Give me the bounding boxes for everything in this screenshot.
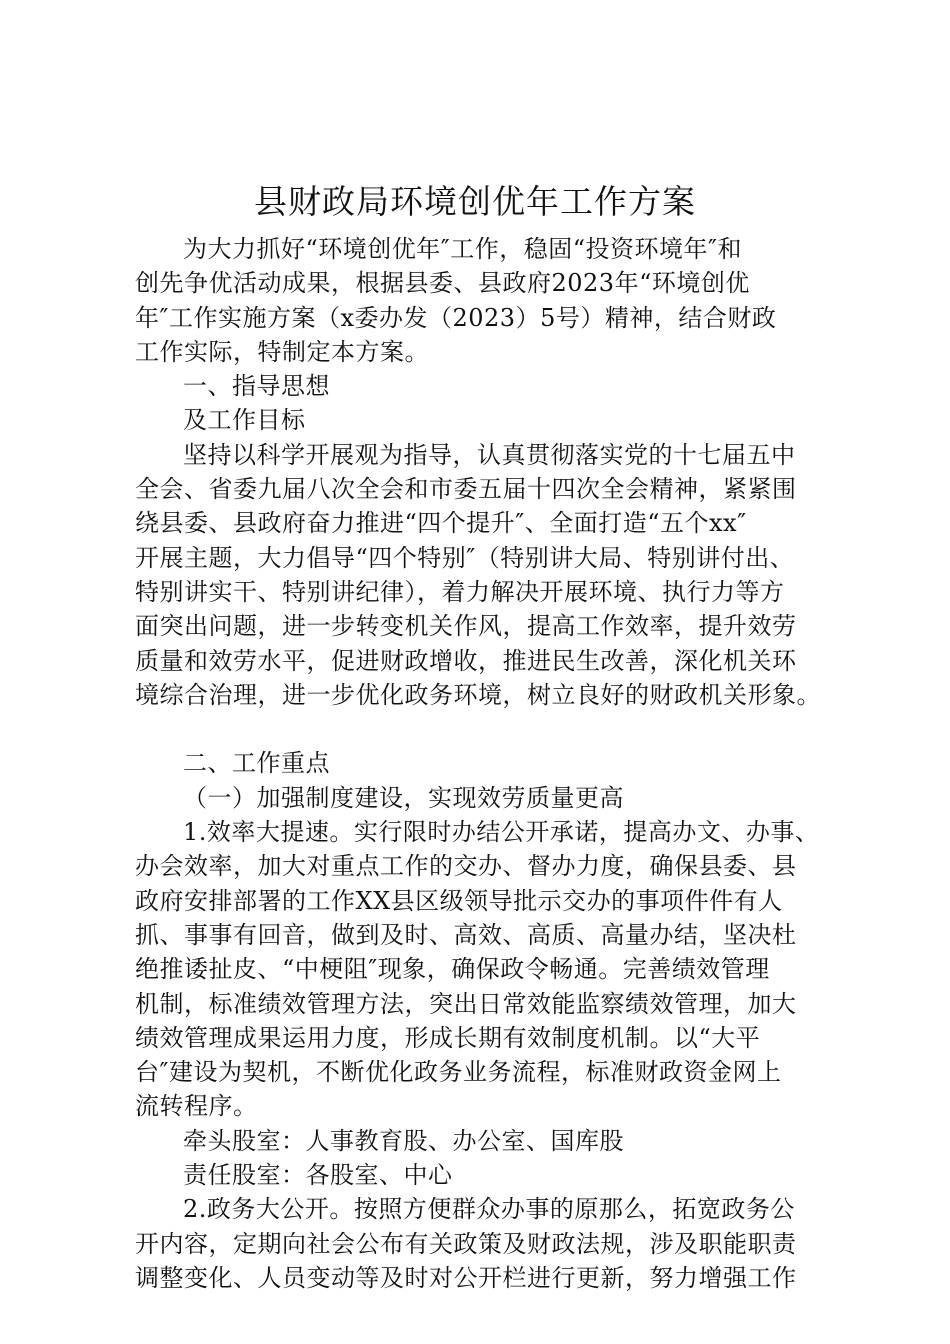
text-line: 台″建设为契机，不断优化政务业务流程，标准财政资金网上 — [135, 1058, 782, 1087]
text-line: 机制，标准绩效管理方法，突出日常效能监察绩效管理，加大 — [135, 989, 797, 1018]
text-line: 政府安排部署的工作XX县区级领导批示交办的事项件件有人 — [135, 886, 783, 915]
text-line: 绝推诿扯皮、“中梗阻″现象，确保政令畅通。完善绩效管理 — [135, 955, 770, 984]
text-line: 全会、省委九届八次全会和市委五届十四次全会精神，紧紧围 — [135, 475, 797, 504]
blank-line — [135, 712, 835, 746]
text-line: 面突出问题，进一步转变机关作风，提高工作效率，提升效劳 — [135, 612, 797, 641]
text-line: 特别讲实干、特别讲纪律），着力解决开展环境、执行力等方 — [135, 577, 785, 606]
text-line: 牵头股室：人事教育股、办公室、国库股 — [183, 1126, 624, 1155]
document-title: 县财政局环境创优年工作方案 — [254, 182, 696, 221]
text-line: 二、工作重点 — [183, 749, 330, 778]
text-line: 质量和效劳水平，促进财政增收，推进民生改善，深化机关环 — [135, 646, 797, 675]
text-line: 开内容，定期向社会公布有关政策及财政法规，涉及职能职责 — [135, 1229, 797, 1258]
text-line: 调整变化、人员变动等及时对公开栏进行更新，努力增强工作 — [135, 1263, 797, 1292]
text-line: 为大力抓好“环境创优年″工作，稳固“投资环境年″和 — [183, 235, 742, 263]
text-line: 年″工作实施方案（x委办发（2023）5号）精神，结合财政 — [135, 303, 777, 332]
text-line: 绕县委、县政府奋力推进“四个提升″、全面打造“五个xx″ — [135, 509, 747, 538]
text-line: 流转程序。 — [135, 1092, 258, 1121]
text-line: 及工作目标 — [183, 406, 306, 435]
text-line: 1.效率大提速。实行限时办结公开承诺，提高办文、办事、 — [183, 818, 820, 847]
text-line: 创先争优活动成果，根据县委、县政府2023年“环境创优 — [135, 269, 750, 298]
text-line: 抓、事事有回音，做到及时、高效、高质、高量办结，坚决杜 — [135, 920, 797, 949]
text-line: 责任股室：各股室、中心 — [183, 1161, 453, 1190]
text-line: 工作实际，特制定本方案。 — [135, 337, 429, 366]
text-line: 办会效率，加大对重点工作的交办、督办力度，确保县委、县 — [135, 852, 797, 881]
text-line: 一、指导思想 — [183, 372, 330, 401]
text-line: 境综合治理，进一步优化政务环境，树立良好的财政机关形象。 — [135, 680, 821, 709]
text-line: 开展主题，大力倡导“四个特别″（特别讲大局、特别讲付出、 — [135, 543, 795, 572]
text-line: （一）加强制度建设，实现效劳质量更高 — [183, 783, 624, 812]
text-line: 2.政务大公开。按照方便群众办事的原那么，拓宽政务公 — [183, 1195, 795, 1224]
document-body — [135, 232, 835, 1295]
text-line: 绩效管理成果运用力度，形成长期有效制度机制。以“大平 — [135, 1023, 761, 1052]
text-line: 坚持以科学开展观为指导，认真贯彻落实党的十七届五中 — [183, 440, 796, 469]
